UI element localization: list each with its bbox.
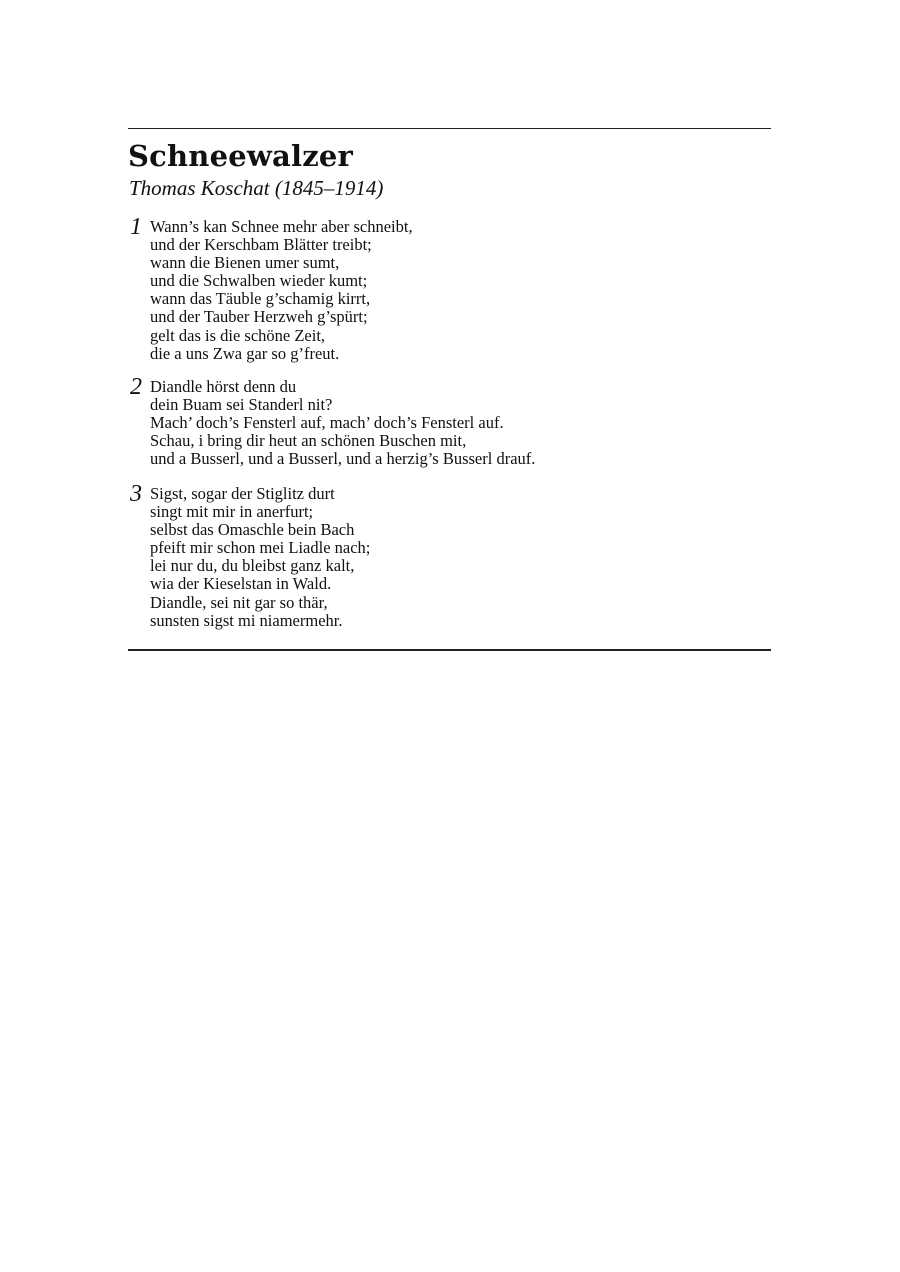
verse-line: singt mit mir in anerfurt; [150, 502, 314, 522]
verse-lines [150, 218, 413, 363]
verse-line: Wann’s kan Schnee mehr aber schneibt, [150, 217, 413, 236]
verse-line: dein Buam sei Standerl nit? [150, 395, 333, 415]
verse-line: Sigst, sogar der Stiglitz durt [150, 484, 335, 503]
verse-number: 1 [130, 214, 142, 240]
song-title: Schneewalzer [128, 139, 354, 173]
verse-line: Diandle, sei nit gar so thär, [150, 592, 328, 612]
verse-lines [150, 378, 535, 468]
verse-line: und a Busserl, und a Busserl, und a herzig’s Busserl drauf. [150, 449, 536, 469]
verse-line: wia der Kieselstan in Wald. [150, 574, 332, 594]
top-rule [128, 128, 771, 129]
verse-line: gelt das is die schöne Zeit, [150, 325, 326, 345]
song-author: Thomas Koschat (1845–1914) [129, 176, 384, 200]
verse-line: wann die Bienen umer sumt, [150, 253, 340, 273]
verse-line: Diandle hörst denn du [150, 377, 297, 396]
verse-line: und der Tauber Herzweh g’spürt; [150, 307, 368, 327]
verse-line: wann das Täuble g’schamig kirrt, [150, 289, 371, 309]
verse-lines [150, 485, 370, 630]
verse-line: lei nur du, du bleibst ganz kalt, [150, 556, 355, 576]
verse-line: pfeift mir schon mei Liadle nach; [150, 538, 371, 558]
verse-line: sunsten sigst mi niamermehr. [150, 610, 343, 630]
verse-line: Mach’ doch’s Fensterl auf, mach’ doch’s Fensterl auf. [150, 413, 504, 433]
verse-line: und der Kerschbam Blätter treibt; [150, 235, 372, 255]
verse-line: die a uns Zwa gar so g’freut. [150, 343, 340, 363]
verse-line: und die Schwalben wieder kumt; [150, 271, 368, 291]
verse-line: selbst das Omaschle bein Bach [150, 520, 355, 540]
verse-line: Schau, i bring dir heut an schönen Buschen mit, [150, 431, 467, 451]
verse-number: 2 [130, 374, 142, 400]
bottom-rule [128, 649, 771, 651]
verse-number: 3 [130, 481, 142, 507]
